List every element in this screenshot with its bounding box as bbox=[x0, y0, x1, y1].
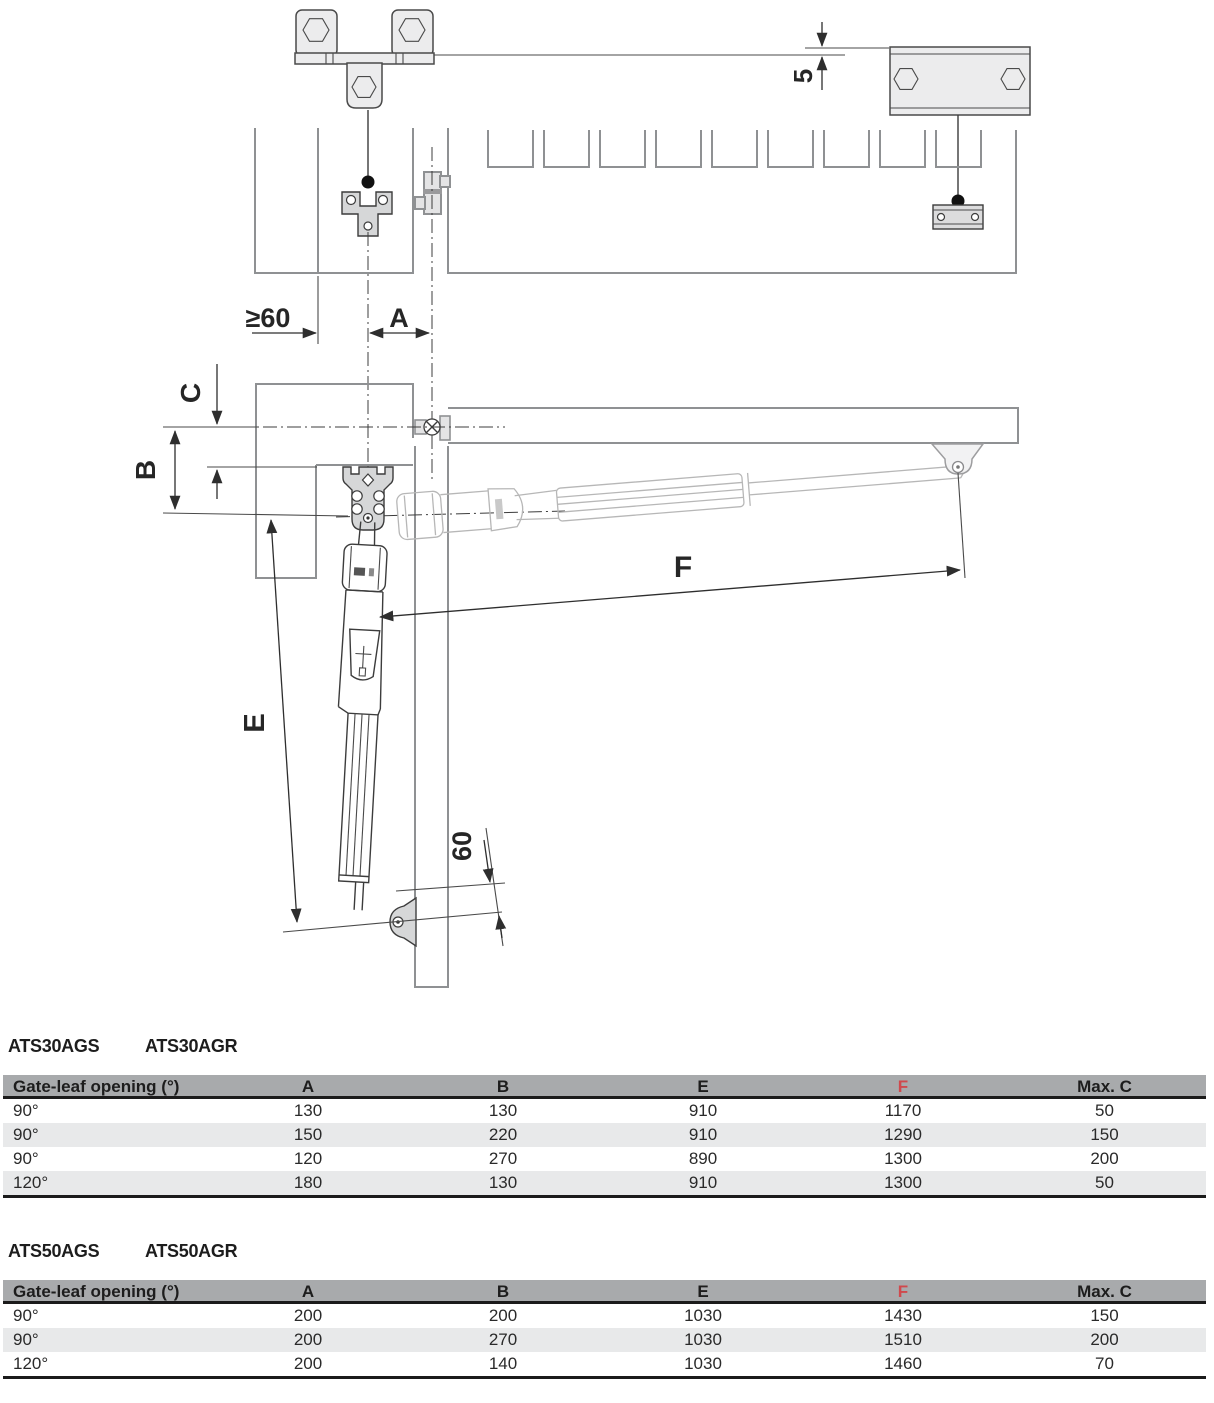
front-bracket-front bbox=[933, 205, 983, 229]
ats50-dimensions-table bbox=[3, 1280, 1206, 1379]
dim-label-c: C bbox=[175, 382, 206, 404]
col-max-c: Max. C bbox=[1077, 1077, 1132, 1096]
col-e: E bbox=[697, 1077, 709, 1096]
cell-f: 1510 bbox=[884, 1330, 922, 1349]
col-e: E bbox=[697, 1282, 709, 1301]
came-logo-mark bbox=[354, 567, 365, 576]
gate-leaf-plan-closed bbox=[448, 408, 1018, 443]
model-name-ats50ags: ATS50AGS bbox=[8, 1241, 100, 1261]
cell-f: 1290 bbox=[884, 1125, 922, 1144]
front-bracket-3d-view bbox=[890, 47, 1030, 208]
front-bracket-plan bbox=[932, 444, 983, 474]
col-gate-leaf-opening: Gate-leaf opening (°) bbox=[13, 1077, 180, 1096]
elevation-view bbox=[255, 128, 1016, 273]
actuator-open bbox=[324, 521, 391, 911]
dim-e bbox=[163, 513, 502, 932]
rear-bracket-front bbox=[342, 192, 392, 236]
cell-b: 220 bbox=[488, 1125, 518, 1144]
col-a: A bbox=[301, 1282, 315, 1301]
cell-opening: 90° bbox=[13, 1306, 39, 1325]
cell-a: 130 bbox=[293, 1101, 323, 1120]
cell-f: 1460 bbox=[884, 1354, 922, 1373]
dim-b bbox=[130, 431, 175, 509]
cell-b: 270 bbox=[488, 1330, 518, 1349]
rear-bracket-3d-view bbox=[295, 10, 845, 189]
cell-b: 130 bbox=[488, 1173, 518, 1192]
cell-a: 200 bbox=[293, 1330, 323, 1349]
dim-label-60: 60 bbox=[447, 830, 477, 862]
cell-f: 1430 bbox=[884, 1306, 922, 1325]
dim-a bbox=[370, 303, 429, 333]
col-b: B bbox=[496, 1282, 510, 1301]
cell-e: 1030 bbox=[684, 1330, 722, 1349]
table-row bbox=[3, 1171, 1206, 1195]
cell-a: 180 bbox=[293, 1173, 323, 1192]
cell-max-c: 50 bbox=[1095, 1101, 1114, 1120]
dim-label-f: F bbox=[673, 551, 693, 584]
col-max-c: Max. C bbox=[1077, 1282, 1132, 1301]
cell-max-c: 200 bbox=[1090, 1149, 1119, 1168]
cell-max-c: 70 bbox=[1095, 1354, 1114, 1373]
table-header-row bbox=[3, 1075, 1206, 1099]
plan-view bbox=[215, 384, 1018, 987]
cell-b: 140 bbox=[488, 1354, 518, 1373]
col-a: A bbox=[301, 1077, 315, 1096]
table-row bbox=[3, 1123, 1206, 1147]
cell-opening: 90° bbox=[13, 1330, 39, 1349]
cell-opening: 120° bbox=[13, 1173, 49, 1192]
cell-e: 1030 bbox=[684, 1306, 722, 1325]
cell-e: 1030 bbox=[684, 1354, 722, 1373]
callout-dot bbox=[362, 176, 375, 189]
gate-pickets bbox=[488, 130, 981, 167]
dim-label-min60: ≥60 bbox=[245, 303, 291, 333]
table-header-row bbox=[3, 1280, 1206, 1304]
col-f: F bbox=[897, 1282, 909, 1301]
cell-opening: 90° bbox=[13, 1149, 39, 1168]
cell-b: 270 bbox=[488, 1149, 518, 1168]
dim-label-a: A bbox=[389, 303, 409, 333]
cell-b: 200 bbox=[488, 1306, 518, 1325]
cell-f: 1170 bbox=[884, 1101, 922, 1120]
dim-post-clearance bbox=[246, 276, 318, 344]
cell-e: 890 bbox=[688, 1149, 718, 1168]
col-gate-leaf-opening: Gate-leaf opening (°) bbox=[13, 1282, 180, 1301]
rear-bracket-plan bbox=[343, 467, 393, 530]
ats30-dimensions-table bbox=[3, 1075, 1206, 1198]
model-name-ats50agr: ATS50AGR bbox=[145, 1241, 238, 1261]
table-row bbox=[3, 1352, 1206, 1376]
cell-a: 120 bbox=[293, 1149, 323, 1168]
cell-max-c: 150 bbox=[1090, 1306, 1119, 1325]
cell-e: 910 bbox=[688, 1125, 718, 1144]
cell-max-c: 50 bbox=[1095, 1173, 1114, 1192]
cell-a: 200 bbox=[293, 1354, 323, 1373]
cell-a: 200 bbox=[293, 1306, 323, 1325]
col-b: B bbox=[496, 1077, 510, 1096]
table-row bbox=[3, 1099, 1206, 1123]
table-row bbox=[3, 1304, 1206, 1328]
actuator-ghost-closed bbox=[396, 449, 966, 540]
dim-f bbox=[380, 551, 960, 617]
key-release-icon bbox=[354, 646, 372, 677]
dim-label-b: B bbox=[130, 459, 161, 481]
table-row bbox=[3, 1328, 1206, 1352]
cell-f: 1300 bbox=[884, 1149, 922, 1168]
cell-max-c: 150 bbox=[1090, 1125, 1119, 1144]
cell-f: 1300 bbox=[884, 1173, 922, 1192]
col-f: F bbox=[897, 1077, 909, 1096]
dim-label-e: E bbox=[239, 713, 271, 733]
table-row bbox=[3, 1147, 1206, 1171]
cell-b: 130 bbox=[488, 1101, 518, 1120]
model-name-ats30ags: ATS30AGS bbox=[8, 1036, 100, 1056]
cell-opening: 90° bbox=[13, 1125, 39, 1144]
cell-a: 150 bbox=[293, 1125, 323, 1144]
cell-max-c: 200 bbox=[1090, 1330, 1119, 1349]
cell-e: 910 bbox=[688, 1101, 718, 1120]
cell-e: 910 bbox=[688, 1173, 718, 1192]
cell-opening: 120° bbox=[13, 1354, 49, 1373]
cell-opening: 90° bbox=[13, 1101, 39, 1120]
dim-label-5: 5 bbox=[788, 68, 818, 84]
dim-plate-offset bbox=[788, 22, 889, 90]
model-name-ats30agr: ATS30AGR bbox=[145, 1036, 238, 1056]
